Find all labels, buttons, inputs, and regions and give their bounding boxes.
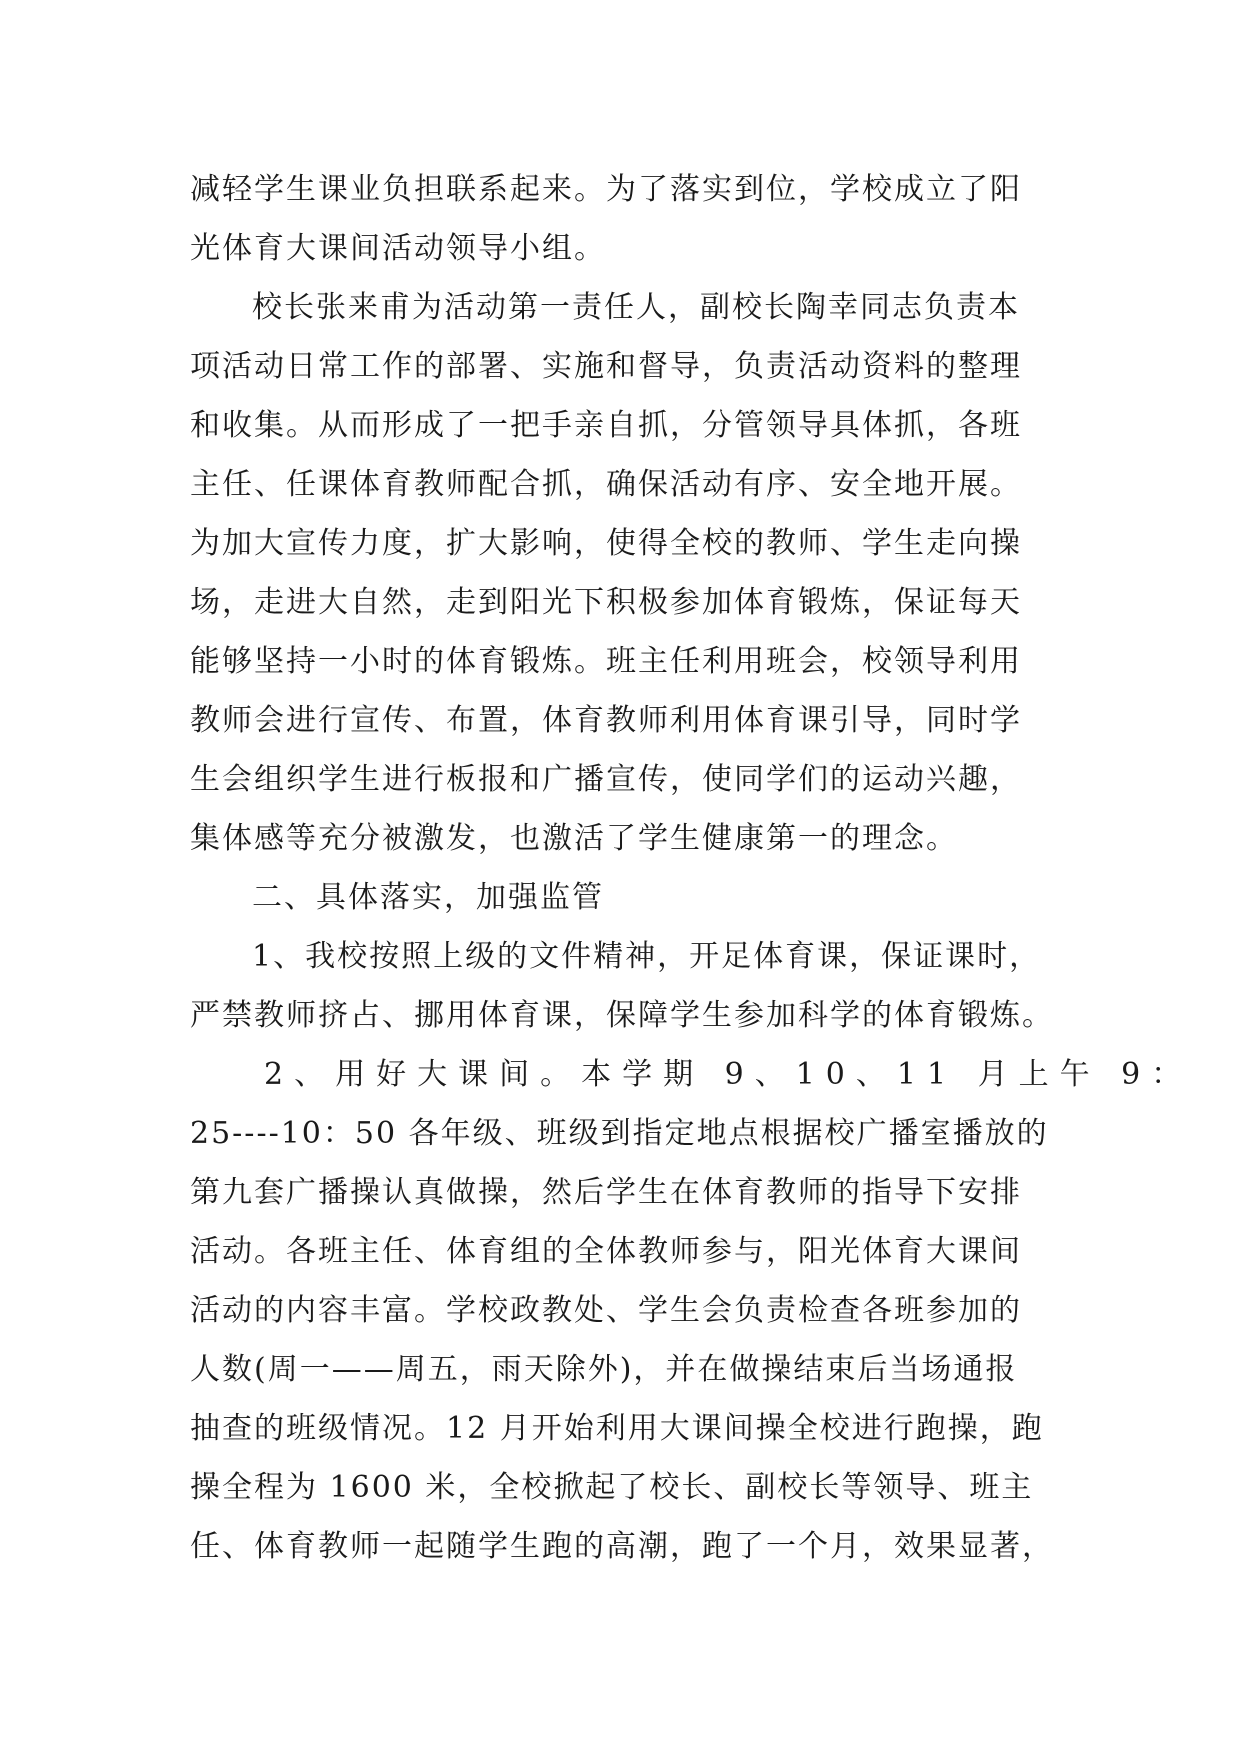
text-line: 25----10：50 各年级、班级到指定地点根据校广播室播放的 — [190, 1116, 1049, 1151]
text-line: 活动的内容丰富。学校政教处、学生会负责检查各班参加的 — [190, 1293, 1022, 1328]
text-line: 严禁教师挤占、挪用体育课，保障学生参加科学的体育锻炼。 — [190, 998, 1054, 1033]
document-body — [190, 160, 1193, 1576]
text-line: 项活动日常工作的部署、实施和督导，负责活动资料的整理 — [190, 349, 1022, 384]
text-line: 活动。各班主任、体育组的全体教师参与，阳光体育大课间 — [190, 1234, 1022, 1269]
text-line: 生会组织学生进行板报和广播宣传，使同学们的运动兴趣， — [190, 762, 1022, 797]
text-line: 教师会进行宣传、布置，体育教师利用体育课引导，同时学 — [190, 703, 1022, 738]
paragraph-start-line: 校长张来甫为活动第一责任人，副校长陶幸同志负责本 — [252, 290, 1020, 325]
text-line: 场，走进大自然，走到阳光下积极参加体育锻炼，保证每天 — [190, 585, 1022, 620]
section-heading: 二、具体落实，加强监管 — [252, 880, 604, 915]
text-line: 人数(周一——周五，雨天除外)，并在做操结束后当场通报 — [190, 1352, 1018, 1387]
text-line: 光体育大课间活动领导小组。 — [190, 231, 606, 266]
text-line: 和收集。从而形成了一把手亲自抓，分管领导具体抓，各班 — [190, 408, 1022, 443]
text-line: 主任、任课体育教师配合抓，确保活动有序、安全地开展。 — [190, 467, 1022, 502]
text-line: 操全程为 1600 米，全校掀起了校长、副校长等领导、班主 — [190, 1470, 1034, 1505]
text-line: 第九套广播操认真做操，然后学生在体育教师的指导下安排 — [190, 1175, 1022, 1210]
text-line: 抽查的班级情况。12 月开始利用大课间操全校进行跑操，跑 — [190, 1411, 1044, 1446]
text-line: 减轻学生课业负担联系起来。为了落实到位，学校成立了阳 — [190, 172, 1022, 207]
text-line: 任、体育教师一起随学生跑的高潮，跑了一个月，效果显著， — [190, 1529, 1054, 1564]
paragraph-start-line: 2、用好大课间。本学期 9、10、11 月上午 9： — [264, 1057, 1193, 1092]
text-line: 为加大宣传力度，扩大影响，使得全校的教师、学生走向操 — [190, 526, 1022, 561]
paragraph-start-line: 1、我校按照上级的文件精神，开足体育课，保证课时， — [252, 939, 1042, 974]
text-line: 集体感等充分被激发，也激活了学生健康第一的理念。 — [190, 821, 958, 856]
text-line: 能够坚持一小时的体育锻炼。班主任利用班会，校领导利用 — [190, 644, 1022, 679]
